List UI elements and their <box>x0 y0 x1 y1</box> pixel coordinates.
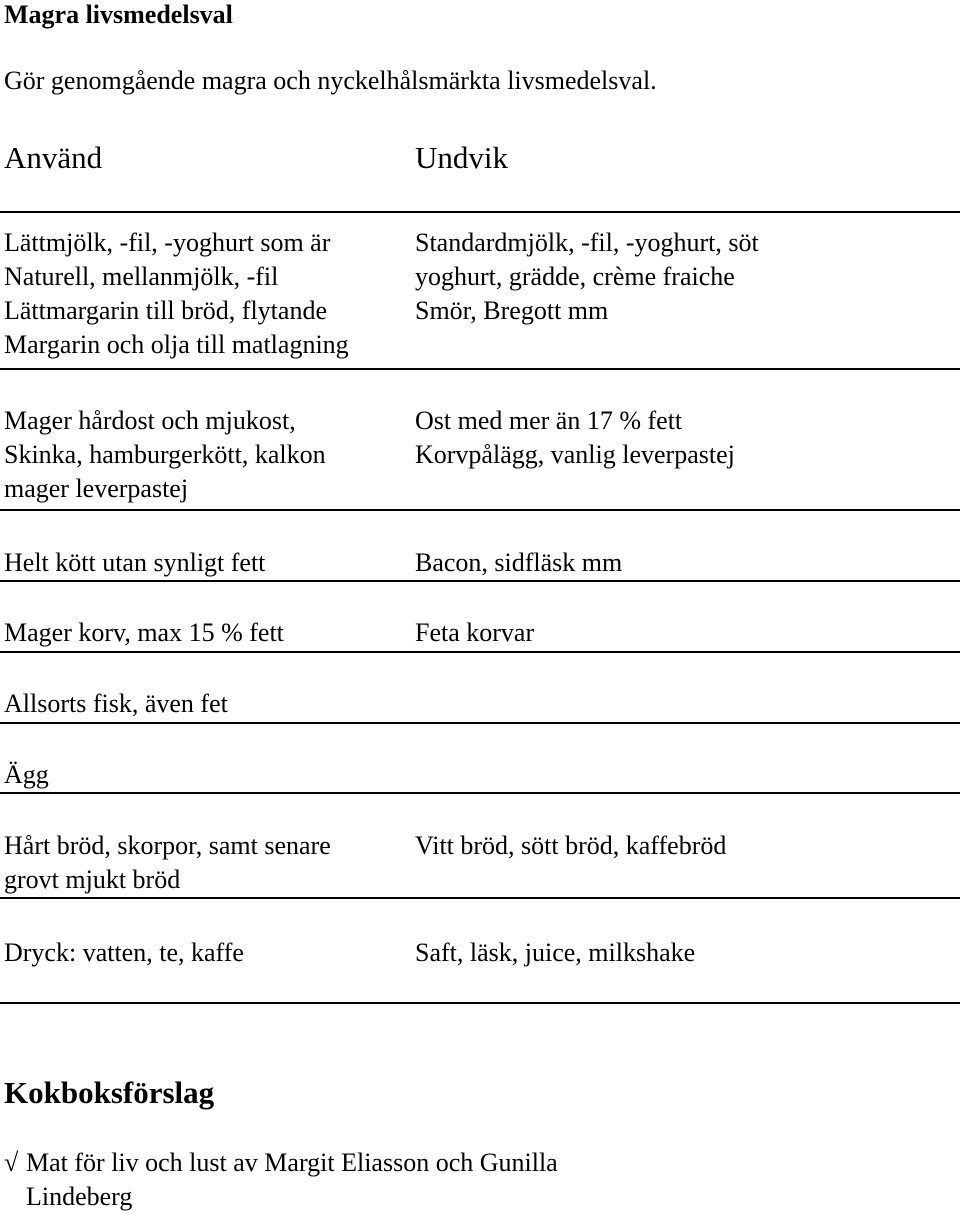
use-line: Helt kött utan synligt fett <box>4 548 266 577</box>
avoid-cell-sausage <box>415 616 534 650</box>
avoid-cell-cheese <box>415 404 735 472</box>
header-avoid: Undvik <box>415 140 508 175</box>
avoid-cell-dairy <box>415 226 759 328</box>
avoid-cell-bread <box>415 829 726 863</box>
check-mark-icon: √ <box>4 1148 19 1177</box>
row-divider <box>0 211 960 213</box>
use-line: Margarin och olja till matlagning <box>4 330 349 359</box>
row-divider <box>0 897 960 899</box>
avoid-line: Vitt bröd, sött bröd, kaffebröd <box>415 831 727 860</box>
row-divider <box>0 580 960 582</box>
book-line: Lindeberg <box>26 1182 133 1211</box>
cookbook-item <box>4 1146 558 1214</box>
page-title: Magra livsmedelsval <box>4 0 233 29</box>
avoid-line: yoghurt, grädde, crème fraiche <box>415 262 735 291</box>
use-cell-drinks <box>4 936 244 970</box>
use-line: Naturell, mellanmjölk, -fil <box>4 262 279 291</box>
avoid-cell-meat <box>415 546 622 580</box>
use-line: Skinka, hamburgerkött, kalkon <box>4 440 326 469</box>
use-cell-eggs <box>4 758 49 792</box>
header-use: Använd <box>4 140 103 175</box>
row-divider <box>0 509 960 511</box>
avoid-line: Standardmjölk, -fil, -yoghurt, söt <box>415 228 759 257</box>
table-bottom-border <box>0 1002 960 1004</box>
use-cell-sausage <box>4 616 284 650</box>
use-cell-dairy <box>4 226 349 362</box>
avoid-line: Bacon, sidfläsk mm <box>415 548 623 577</box>
avoid-line: Smör, Bregott mm <box>415 296 609 325</box>
avoid-line: Saft, läsk, juice, milkshake <box>415 938 696 967</box>
row-divider <box>0 792 960 794</box>
row-divider <box>0 651 960 653</box>
row-divider <box>0 368 960 370</box>
use-line: Hårt bröd, skorpor, samt senare <box>4 831 331 860</box>
use-line: Dryck: vatten, te, kaffe <box>4 938 244 967</box>
use-line: Allsorts fisk, även fet <box>4 689 228 718</box>
use-line: grovt mjukt bröd <box>4 865 181 894</box>
book-line: Mat för liv och lust av Margit Eliasson och Gunilla <box>26 1148 558 1177</box>
use-line: mager leverpastej <box>4 474 189 503</box>
avoid-cell-drinks <box>415 936 695 970</box>
use-cell-bread <box>4 829 331 897</box>
intro-text: Gör genomgående magra och nyckelhålsmärkta livsmedelsval. <box>4 66 657 95</box>
avoid-line: Ost med mer än 17 % fett <box>415 406 683 435</box>
avoid-line: Feta korvar <box>415 618 535 647</box>
row-divider <box>0 722 960 724</box>
use-line: Ägg <box>4 760 49 789</box>
cookbook-heading: Kokboksförslag <box>4 1075 215 1110</box>
use-line: Lättmargarin till bröd, flytande <box>4 296 327 325</box>
use-line: Lättmjölk, -fil, -yoghurt som är <box>4 228 331 257</box>
use-cell-meat <box>4 546 265 580</box>
use-line: Mager korv, max 15 % fett <box>4 618 284 647</box>
use-line: Mager hårdost och mjukost, <box>4 406 296 435</box>
use-cell-cheese <box>4 404 326 506</box>
use-cell-fish <box>4 687 228 721</box>
avoid-line: Korvpålägg, vanlig leverpastej <box>415 440 735 469</box>
